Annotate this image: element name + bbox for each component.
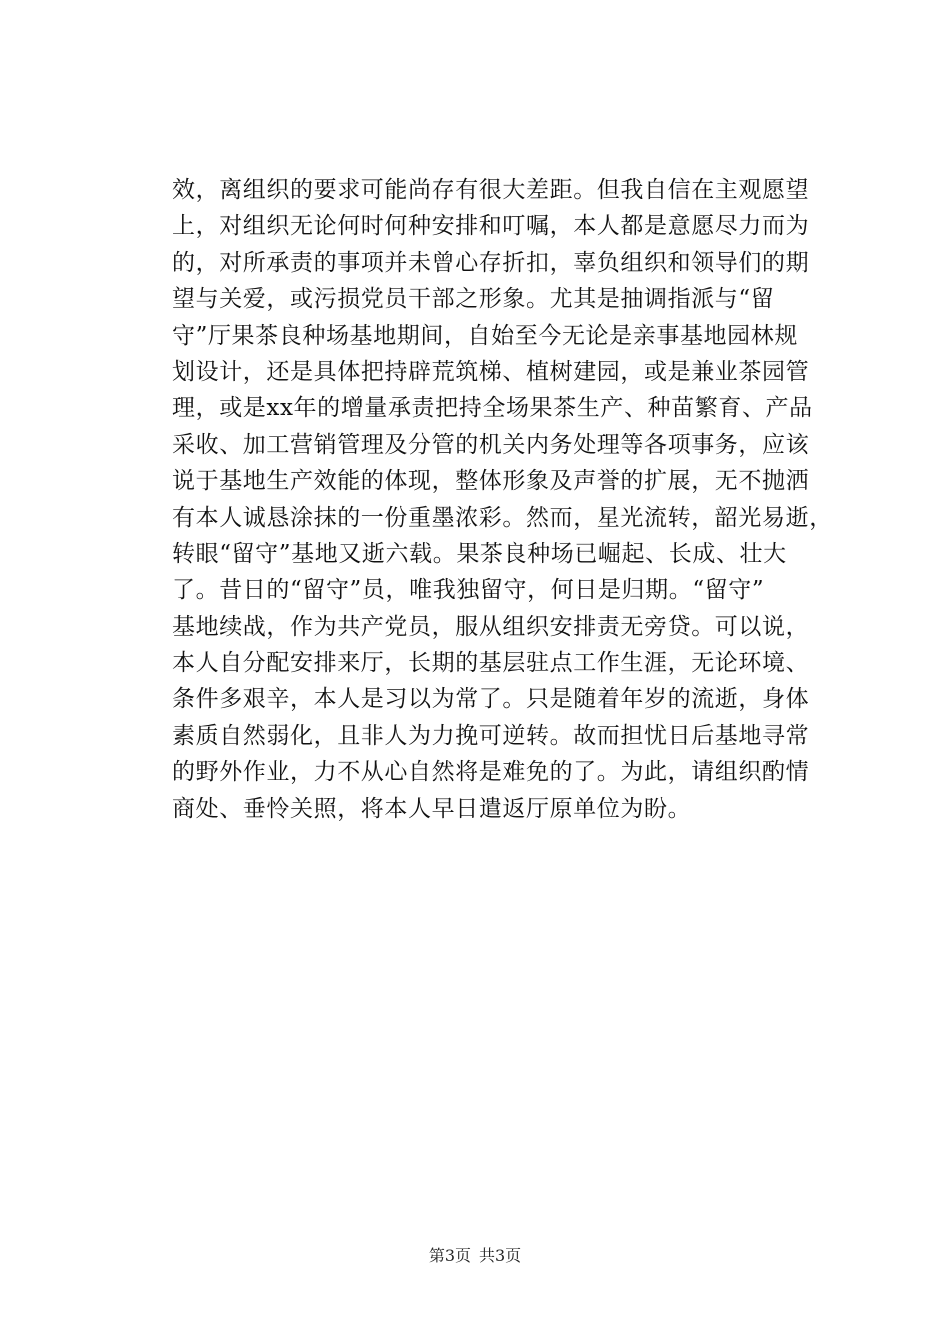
page-footer	[0, 1246, 950, 1266]
text-line: 效，离组织的要求可能尚存有很大差距。但我自信在主观愿望	[172, 177, 810, 203]
page-total: 共3页	[479, 1246, 522, 1265]
text-line: 守”厅果茶良种场基地期间，自始至今无论是亲事基地园林规	[172, 322, 798, 349]
text-line: 了。昔日的“留守”员，唯我独留守，何日是归期。“留守”	[172, 577, 765, 604]
text-line: 素质自然弱化，且非人为力挽可逆转。故而担忧日后基地寻常	[172, 722, 810, 749]
text-line: 的野外作业，力不从心自然将是难免的了。为此，请组织酌情	[172, 759, 810, 786]
text-line: 的，对所承责的事项并未曾心存折扣，辜负组织和领导们的期	[172, 249, 810, 276]
text-line: 本人自分配安排来厅，长期的基层驻点工作生涯，无论环境、	[172, 650, 810, 677]
body-paragraph	[172, 172, 862, 827]
text-line: 上，对组织无论何时何种安排和叮嘱，本人都是意愿尽力而为	[172, 213, 810, 240]
text-line: 划设计，还是具体把持辟荒筑梯、植树建园，或是兼业茶园管	[172, 358, 810, 385]
text-line: 有本人诚恳涂抹的一份重墨浓彩。然而，星光流转，韶光易逝，	[172, 504, 833, 531]
text-line: 转眼“留守”基地又逝六载。果茶良种场已崛起、长成、壮大	[172, 540, 787, 567]
text-line: 商处、垂怜关照，将本人早日遣返厅原单位为盼。	[172, 795, 692, 822]
text-line: 望与关爱，或污损党员干部之形象。尤其是抽调指派与“留	[172, 286, 775, 313]
text-line: 条件多艰辛，本人是习以为常了。只是随着年岁的流逝，身体	[172, 686, 810, 713]
text-line: 说于基地生产效能的体现，整体形象及声誉的扩展，无不抛洒	[172, 468, 810, 495]
page-number: 第3页	[428, 1246, 471, 1265]
text-line: 采收、加工营销管理及分管的机关内务处理等各项事务，应该	[172, 431, 810, 458]
text-line: 基地续战，作为共产党员，服从组织安排责无旁贷。可以说，	[172, 613, 810, 640]
text-line: 理，或是xx年的增量承责把持全场果茶生产、种苗繁育、产品	[172, 395, 813, 422]
